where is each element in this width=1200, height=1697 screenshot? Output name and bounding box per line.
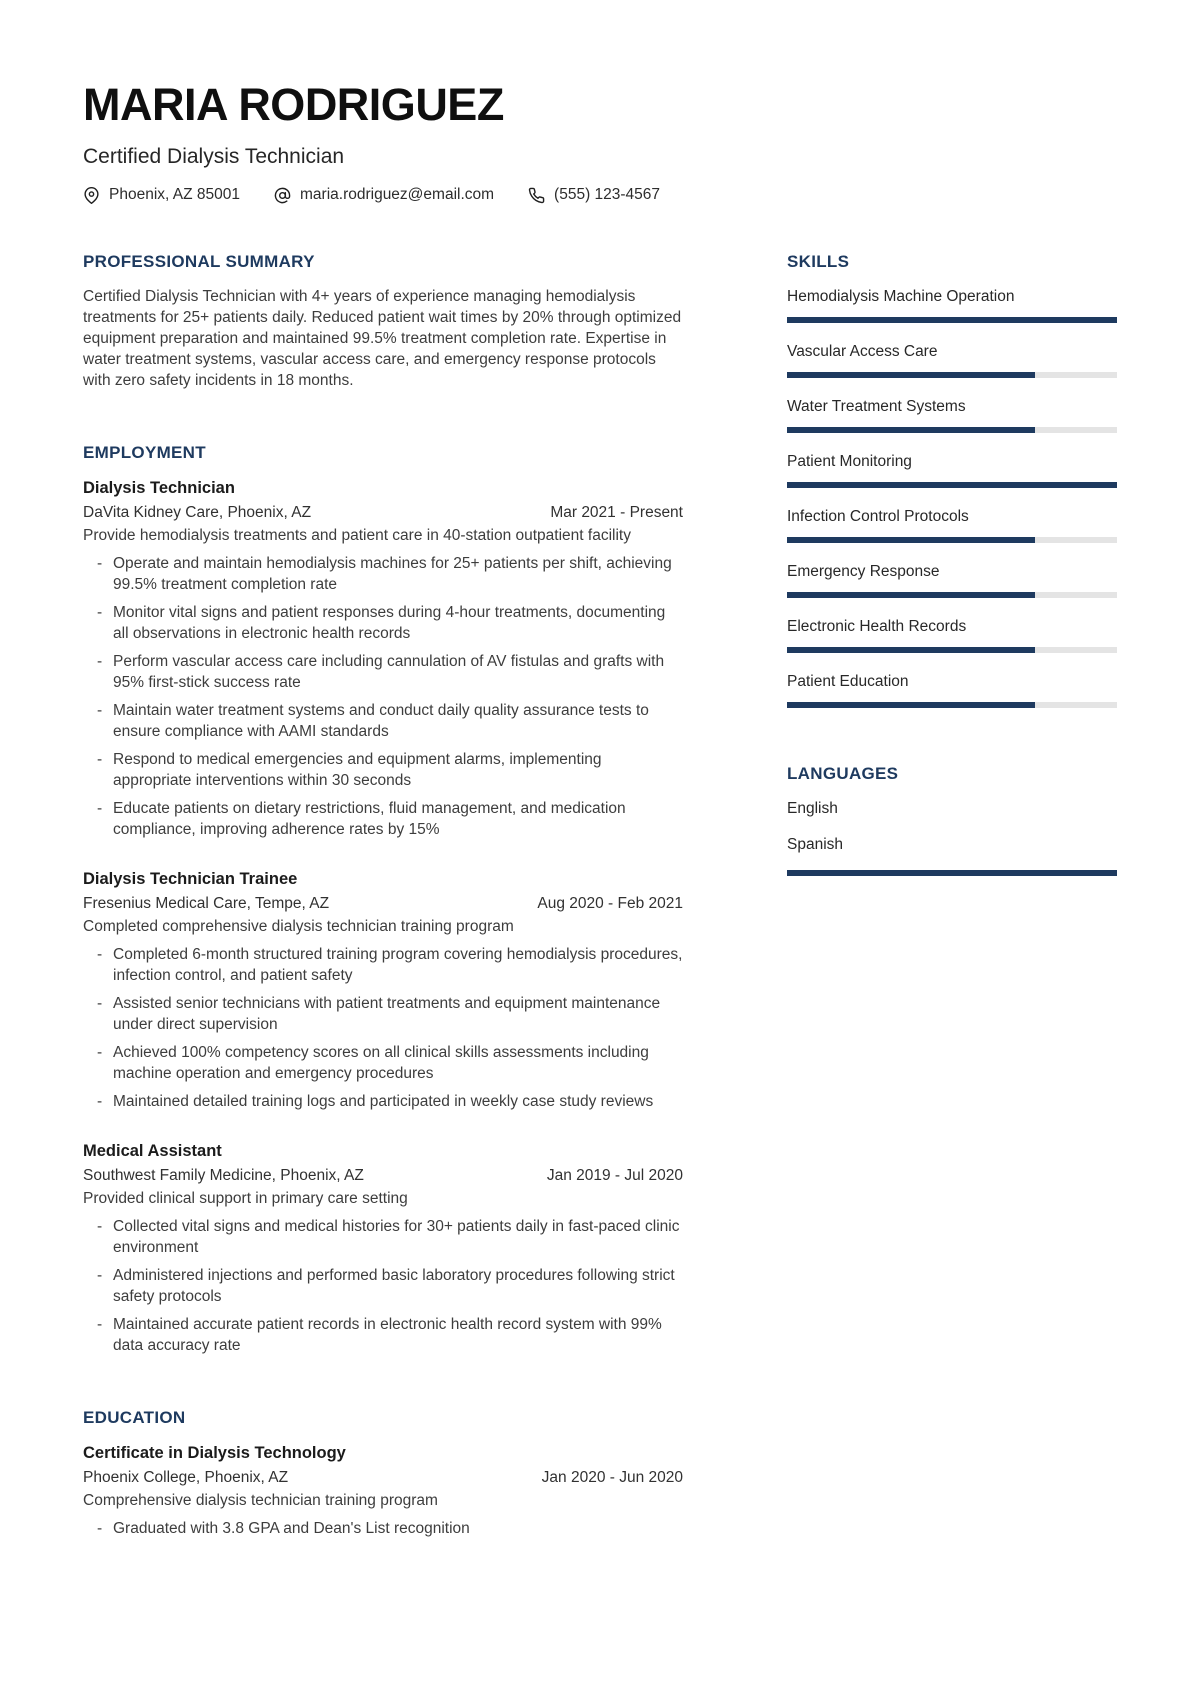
skill-name: Electronic Health Records: [787, 618, 967, 635]
section-professional-summary: [83, 252, 683, 391]
bullet-text: Maintained accurate patient records in electronic health record system with 99% data accuracy rate: [113, 1316, 662, 1354]
section-languages: [787, 764, 1117, 876]
skills-heading: SKILLS: [787, 252, 850, 271]
bullet-marker: -: [97, 702, 103, 719]
bullet-marker: -: [97, 995, 103, 1012]
entry-dates: Jan 2020 - Jun 2020: [541, 1469, 683, 1486]
employment-entries: [83, 477, 683, 1356]
bullet-text: Perform vascular access care including cannulation of AV fistulas and grafts with 95% first-stick success rate: [113, 653, 665, 691]
language-item: English: [787, 800, 838, 817]
bullet-marker: -: [97, 1044, 103, 1061]
bullet-item: [83, 1091, 683, 1112]
bullet-item: [83, 602, 683, 644]
skill-bar-track: [787, 647, 1117, 653]
entry-meta: [83, 1466, 683, 1489]
bullet-item: [83, 798, 683, 840]
education-heading: EDUCATION: [83, 1408, 186, 1427]
entry-title: Dialysis Technician Trainee: [83, 870, 298, 888]
bullet-marker: -: [97, 604, 103, 621]
contact-row: [83, 186, 1117, 204]
contact-email: [274, 186, 494, 204]
resume-body: [83, 252, 1117, 1591]
skill-bar-fill: [787, 317, 1117, 323]
contact-email-text: maria.rodriguez@email.com: [300, 186, 495, 203]
contact-location: [83, 186, 240, 204]
section-skills: [787, 252, 1117, 708]
skill-bar-fill: [787, 427, 1035, 433]
skill-item: [787, 286, 1117, 323]
bullet-marker: -: [97, 946, 103, 963]
skill-bar-fill: [787, 592, 1035, 598]
entry-title: Dialysis Technician: [83, 479, 235, 497]
bullet-item: [83, 944, 683, 986]
summary-heading: PROFESSIONAL SUMMARY: [83, 252, 315, 271]
skill-item: [787, 451, 1117, 488]
map-pin-icon: [83, 187, 100, 204]
skill-name: Water Treatment Systems: [787, 398, 966, 415]
section-employment: [83, 443, 683, 1356]
contact-phone: [528, 186, 660, 204]
entry-dates: Aug 2020 - Feb 2021: [537, 895, 683, 912]
entry-organization: DaVita Kidney Care, Phoenix, AZ: [83, 504, 312, 521]
skill-item: [787, 341, 1117, 378]
bullet-item: [83, 1314, 683, 1356]
skill-name: Hemodialysis Machine Operation: [787, 288, 1015, 305]
language-item: Spanish: [787, 836, 844, 853]
skill-item: [787, 561, 1117, 598]
skill-name: Patient Monitoring: [787, 453, 912, 470]
bullet-text: Operate and maintain hemodialysis machines for 25+ patients per shift, achieving 99.5% treatment completion rate: [113, 555, 672, 593]
bullet-item: [83, 553, 683, 595]
bullet-text: Maintained detailed training logs and participated in weekly case study reviews: [113, 1093, 654, 1110]
bullet-text: Assisted senior technicians with patient treatments and equipment maintenance under direct supervision: [113, 995, 661, 1033]
section-education: [83, 1408, 683, 1539]
skill-item: [787, 616, 1117, 653]
experience-entry: [83, 1140, 683, 1356]
bullet-marker: -: [97, 1267, 103, 1284]
skill-bar-fill: [787, 702, 1035, 708]
person-title: Certified Dialysis Technician: [83, 145, 345, 168]
bullet-marker: -: [97, 653, 103, 670]
bullet-item: [83, 700, 683, 742]
skill-bar-fill: [787, 482, 1117, 488]
entry-bullets: [83, 944, 683, 1112]
entry-organization: Southwest Family Medicine, Phoenix, AZ: [83, 1167, 364, 1184]
bullet-text: Monitor vital signs and patient responses during 4-hour treatments, documenting all observations in electronic health records: [113, 604, 666, 642]
entry-summary: Provided clinical support in primary care setting: [83, 1190, 408, 1207]
education-entries: [83, 1442, 683, 1539]
skill-bar-track: [787, 482, 1117, 488]
phone-icon: [528, 187, 545, 204]
bullet-text: Achieved 100% competency scores on all clinical skills assessments including machine operation and emergency procedures: [113, 1044, 649, 1082]
entry-dates: Jan 2019 - Jul 2020: [546, 1167, 683, 1184]
skill-name: Emergency Response: [787, 563, 940, 580]
bullet-item: [83, 651, 683, 693]
entry-summary: Completed comprehensive dialysis technician training program: [83, 918, 514, 935]
skill-item: [787, 671, 1117, 708]
bullet-item: [83, 1265, 683, 1307]
entry-meta: [83, 501, 683, 524]
entry-organization: Fresenius Medical Care, Tempe, AZ: [83, 895, 330, 912]
entry-meta: [83, 1164, 683, 1187]
entry-organization: Phoenix College, Phoenix, AZ: [83, 1469, 289, 1486]
skill-bar-track: [787, 537, 1117, 543]
languages-heading: LANGUAGES: [787, 764, 899, 783]
side-column: [787, 252, 1117, 1591]
skill-name: Patient Education: [787, 673, 909, 690]
bullet-text: Respond to medical emergencies and equipment alarms, implementing appropriate interventions within 30 seconds: [113, 751, 602, 789]
entry-title: Medical Assistant: [83, 1142, 222, 1160]
person-name: MARIA RODRIGUEZ: [83, 79, 504, 130]
bullet-marker: -: [97, 1316, 103, 1333]
bullet-marker: -: [97, 1520, 103, 1537]
entry-bullets: [83, 1216, 683, 1356]
bullet-marker: -: [97, 800, 103, 817]
entry-summary: Provide hemodialysis treatments and patient care in 40-station outpatient facility: [83, 527, 631, 544]
bullet-item: [83, 1518, 683, 1539]
skill-bar-fill: [787, 372, 1035, 378]
skill-item: [787, 506, 1117, 543]
bullet-marker: -: [97, 1218, 103, 1235]
contact-location-text: Phoenix, AZ 85001: [109, 186, 240, 203]
at-sign-icon: [274, 187, 291, 204]
bullet-text: Graduated with 3.8 GPA and Dean's List recognition: [113, 1520, 470, 1537]
main-column: [83, 252, 683, 1591]
entry-bullets: [83, 1518, 683, 1539]
bullet-text: Administered injections and performed basic laboratory procedures following strict safety protocols: [113, 1267, 675, 1305]
contact-phone-text: (555) 123-4567: [554, 186, 661, 203]
languages-list: [787, 798, 1117, 855]
entry-dates: Mar 2021 - Present: [550, 504, 683, 521]
skill-bar-track: [787, 427, 1117, 433]
bullet-item: [83, 1042, 683, 1084]
bullet-item: [83, 1216, 683, 1258]
bullet-marker: -: [97, 555, 103, 572]
entry-summary: Comprehensive dialysis technician training program: [83, 1492, 438, 1509]
skill-bar-track: [787, 372, 1117, 378]
skill-item: [787, 396, 1117, 433]
bullet-item: [83, 993, 683, 1035]
skill-bar-track: [787, 317, 1117, 323]
skill-name: Vascular Access Care: [787, 343, 938, 360]
bullet-item: [83, 749, 683, 791]
employment-heading: EMPLOYMENT: [83, 443, 206, 462]
bullet-text: Educate patients on dietary restrictions, fluid management, and medication compliance, improving adherence rates by 15%: [113, 800, 626, 838]
languages-divider: [787, 870, 1117, 876]
experience-entry: [83, 1442, 683, 1539]
skill-bar-fill: [787, 647, 1035, 653]
entry-title: Certificate in Dialysis Technology: [83, 1444, 346, 1462]
skill-bar-fill: [787, 537, 1035, 543]
skill-bar-track: [787, 592, 1117, 598]
bullet-text: Collected vital signs and medical histories for 30+ patients daily in fast-paced clinic environment: [113, 1218, 680, 1256]
entry-bullets: [83, 553, 683, 840]
bullet-marker: -: [97, 751, 103, 768]
bullet-marker: -: [97, 1093, 103, 1110]
summary-text: Certified Dialysis Technician with 4+ years of experience managing hemodialysis treatments for 25+ patients daily. Reduced patient wait times by 20% through optimized equipment preparation and maintained 99.5% treatment completion rate. Expertise in water treatment systems, vascular access care, and emergency response protocols with zero safety incidents in 18 months.: [83, 288, 682, 389]
skill-name: Infection Control Protocols: [787, 508, 969, 525]
bullet-text: Completed 6-month structured training program covering hemodialysis procedures, infection control, and patient safety: [113, 946, 683, 984]
experience-entry: [83, 868, 683, 1112]
experience-entry: [83, 477, 683, 840]
skill-bar-track: [787, 702, 1117, 708]
resume-header: [83, 79, 1117, 204]
bullet-text: Maintain water treatment systems and conduct daily quality assurance tests to ensure compliance with AAMI standards: [113, 702, 649, 740]
skills-list: [787, 286, 1117, 708]
entry-meta: [83, 892, 683, 915]
